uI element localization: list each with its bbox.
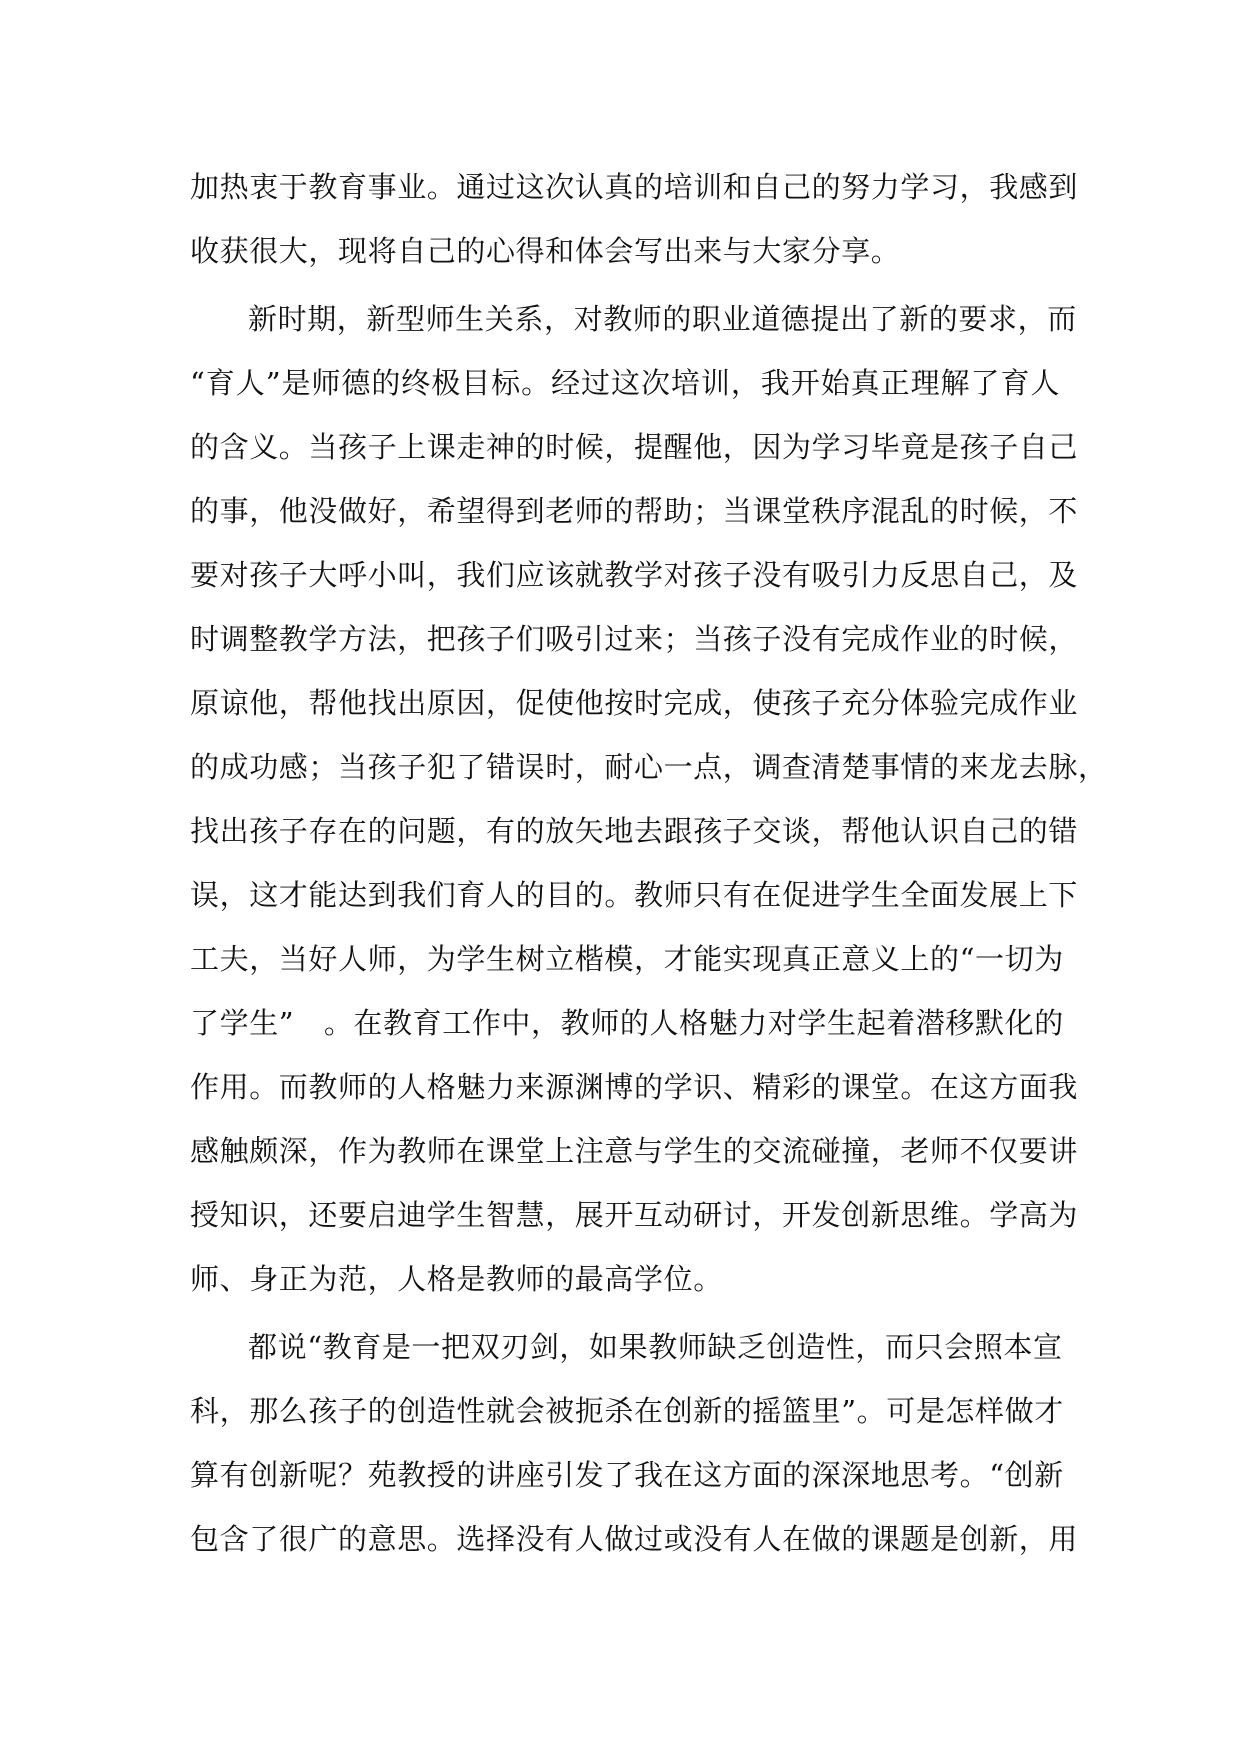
text-line: 要对孩子大呼小叫，我们应该就教学对孩子没有吸引力反思自己，及	[190, 558, 1079, 592]
text-line: 包含了很广的意思。选择没有人做过或没有人在做的课题是创新，用	[190, 1522, 1079, 1556]
text-line: 的成功感；当孩子犯了错误时，耐心一点，调查清楚事情的来龙去脉，	[190, 750, 1108, 784]
text-line: 的含义。当孩子上课走神的时候，提醒他，因为学习毕竟是孩子自己	[190, 430, 1079, 464]
text-line: 找出孩子存在的问题，有的放矢地去跟孩子交谈，帮他认识自己的错	[190, 814, 1079, 848]
text-line: 科，那么孩子的创造性就会被扼杀在创新的摇篮里”。可是怎样做才	[190, 1394, 1064, 1428]
text-line: 算有创新呢？苑教授的讲座引发了我在这方面的深深地思考。“创新	[190, 1458, 1064, 1492]
text-line: “育人”是师德的终极目标。经过这次培训，我开始真正理解了育人	[190, 366, 1060, 400]
text-line: 的事，他没做好，希望得到老师的帮助；当课堂秩序混乱的时候，不	[190, 494, 1079, 528]
body-text	[190, 155, 1108, 1571]
text-line: 原谅他，帮他找出原因，促使他按时完成，使孩子充分体验完成作业	[190, 686, 1079, 720]
text-line: 授知识，还要启迪学生智慧，展开互动研讨，开发创新思维。学高为	[190, 1198, 1079, 1232]
paragraph-start-line: 都说“教育是一把双刃剑，如果教师缺乏创造性，而只会照本宣	[248, 1330, 1063, 1364]
text-line: 作用。而教师的人格魅力来源渊博的学识、精彩的课堂。在这方面我	[190, 1070, 1079, 1104]
text-line: 加热衷于教育事业。通过这次认真的培训和自己的努力学习，我感到	[190, 170, 1079, 204]
text-line: 了学生” 。在教育工作中，教师的人格魅力对学生起着潜移默化的	[190, 1006, 1064, 1040]
text-line: 误，这才能达到我们育人的目的。教师只有在促进学生全面发展上下	[190, 878, 1079, 912]
paragraph-start-line: 新时期，新型师生关系，对教师的职业道德提出了新的要求，而	[248, 302, 1077, 336]
text-line: 感触颇深，作为教师在课堂上注意与学生的交流碰撞，老师不仅要讲	[190, 1134, 1079, 1168]
text-line: 时调整教学方法，把孩子们吸引过来；当孩子没有完成作业的时候，	[190, 622, 1079, 656]
text-line: 工夫，当好人师，为学生树立楷模，才能实现真正意义上的“一切为	[190, 942, 1064, 976]
text-line: 收获很大，现将自己的心得和体会写出来与大家分享。	[190, 234, 901, 268]
text-line: 师、身正为范，人格是教师的最高学位。	[190, 1262, 723, 1296]
